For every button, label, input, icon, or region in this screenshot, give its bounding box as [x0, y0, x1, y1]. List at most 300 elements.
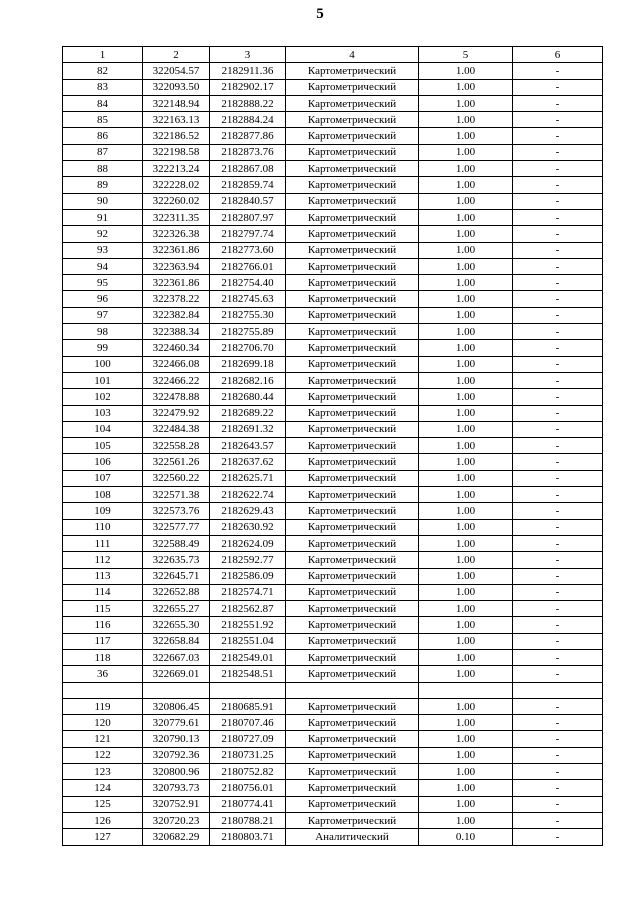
method-cell: Картометрический	[286, 421, 419, 437]
table-row	[63, 144, 603, 160]
x-coordinate-cell: 322148.94	[143, 95, 210, 111]
point-number-cell: 110	[63, 519, 143, 535]
note-cell: -	[513, 63, 603, 79]
method-cell: Картометрический	[286, 307, 419, 323]
note-cell: -	[513, 470, 603, 486]
method-cell: Картометрический	[286, 470, 419, 486]
note-cell: -	[513, 209, 603, 225]
method-cell: Картометрический	[286, 193, 419, 209]
point-number-cell: 103	[63, 405, 143, 421]
accuracy-cell: 1.00	[419, 698, 513, 714]
accuracy-cell: 1.00	[419, 487, 513, 503]
y-coordinate-cell: 2182699.18	[210, 356, 286, 372]
note-cell: -	[513, 275, 603, 291]
y-coordinate-cell: 2182586.09	[210, 568, 286, 584]
x-coordinate-cell: 322655.30	[143, 617, 210, 633]
point-number-cell	[63, 682, 143, 698]
note-cell: -	[513, 829, 603, 845]
method-cell: Картометрический	[286, 454, 419, 470]
x-coordinate-cell: 322311.35	[143, 209, 210, 225]
y-coordinate-cell: 2182859.74	[210, 177, 286, 193]
y-coordinate-cell: 2182643.57	[210, 438, 286, 454]
y-coordinate-cell: 2182689.22	[210, 405, 286, 421]
point-number-cell: 107	[63, 470, 143, 486]
table-row	[63, 405, 603, 421]
point-number-cell: 84	[63, 95, 143, 111]
y-coordinate-cell: 2180727.09	[210, 731, 286, 747]
point-number-cell: 83	[63, 79, 143, 95]
y-coordinate-cell: 2182754.40	[210, 275, 286, 291]
table-row	[63, 63, 603, 79]
accuracy-cell: 1.00	[419, 470, 513, 486]
point-number-cell: 121	[63, 731, 143, 747]
note-cell: -	[513, 324, 603, 340]
accuracy-cell: 1.00	[419, 812, 513, 828]
x-coordinate-cell: 320792.36	[143, 747, 210, 763]
y-coordinate-cell: 2182682.16	[210, 372, 286, 388]
note-cell: -	[513, 715, 603, 731]
table-row	[63, 389, 603, 405]
accuracy-cell: 1.00	[419, 552, 513, 568]
point-number-cell: 89	[63, 177, 143, 193]
y-coordinate-cell: 2182680.44	[210, 389, 286, 405]
table-row	[63, 764, 603, 780]
note-cell: -	[513, 649, 603, 665]
method-cell: Картометрический	[286, 633, 419, 649]
point-number-cell: 120	[63, 715, 143, 731]
x-coordinate-cell: 322558.28	[143, 438, 210, 454]
note-cell: -	[513, 291, 603, 307]
x-coordinate-cell: 322186.52	[143, 128, 210, 144]
note-cell: -	[513, 731, 603, 747]
accuracy-cell: 1.00	[419, 715, 513, 731]
y-coordinate-cell: 2182745.63	[210, 291, 286, 307]
point-number-cell: 99	[63, 340, 143, 356]
table-row	[63, 666, 603, 682]
y-coordinate-cell: 2182625.71	[210, 470, 286, 486]
accuracy-cell: 1.00	[419, 242, 513, 258]
table-row	[63, 487, 603, 503]
method-cell: Картометрический	[286, 372, 419, 388]
method-cell: Картометрический	[286, 552, 419, 568]
method-cell: Картометрический	[286, 79, 419, 95]
accuracy-cell: 1.00	[419, 666, 513, 682]
x-coordinate-cell: 322198.58	[143, 144, 210, 160]
x-coordinate-cell: 322645.71	[143, 568, 210, 584]
y-coordinate-cell: 2180774.41	[210, 796, 286, 812]
y-coordinate-cell: 2182807.97	[210, 209, 286, 225]
table-row	[63, 519, 603, 535]
x-coordinate-cell: 322658.84	[143, 633, 210, 649]
accuracy-cell: 1.00	[419, 421, 513, 437]
point-number-cell: 97	[63, 307, 143, 323]
accuracy-cell: 1.00	[419, 144, 513, 160]
x-coordinate-cell: 322460.34	[143, 340, 210, 356]
table-row	[63, 568, 603, 584]
table-row	[63, 649, 603, 665]
note-cell: -	[513, 193, 603, 209]
table-row	[63, 291, 603, 307]
x-coordinate-cell: 322655.27	[143, 601, 210, 617]
accuracy-cell: 1.00	[419, 193, 513, 209]
y-coordinate-cell: 2182691.32	[210, 421, 286, 437]
table-row	[63, 242, 603, 258]
accuracy-cell: 1.00	[419, 209, 513, 225]
table-row	[63, 470, 603, 486]
note-cell: -	[513, 95, 603, 111]
y-coordinate-cell: 2182773.60	[210, 242, 286, 258]
point-number-cell: 108	[63, 487, 143, 503]
column-header: 6	[513, 47, 603, 63]
method-cell: Картометрический	[286, 438, 419, 454]
method-cell: Картометрический	[286, 95, 419, 111]
column-header: 1	[63, 47, 143, 63]
note-cell: -	[513, 535, 603, 551]
point-number-cell: 92	[63, 226, 143, 242]
y-coordinate-cell: 2182840.57	[210, 193, 286, 209]
table-row	[63, 128, 603, 144]
y-coordinate-cell: 2182629.43	[210, 503, 286, 519]
y-coordinate-cell: 2180707.46	[210, 715, 286, 731]
method-cell: Картометрический	[286, 698, 419, 714]
x-coordinate-cell: 322260.02	[143, 193, 210, 209]
method-cell: Картометрический	[286, 535, 419, 551]
point-number-cell: 90	[63, 193, 143, 209]
method-cell: Картометрический	[286, 128, 419, 144]
note-cell: -	[513, 340, 603, 356]
note-cell: -	[513, 307, 603, 323]
accuracy-cell: 1.00	[419, 226, 513, 242]
note-cell: -	[513, 666, 603, 682]
accuracy-cell: 1.00	[419, 340, 513, 356]
point-number-cell: 94	[63, 258, 143, 274]
accuracy-cell: 1.00	[419, 324, 513, 340]
point-number-cell: 86	[63, 128, 143, 144]
y-coordinate-cell: 2182551.92	[210, 617, 286, 633]
table-row	[63, 780, 603, 796]
x-coordinate-cell: 322213.24	[143, 161, 210, 177]
note-cell: -	[513, 226, 603, 242]
method-cell: Картометрический	[286, 63, 419, 79]
y-coordinate-cell: 2182755.30	[210, 307, 286, 323]
note-cell: -	[513, 568, 603, 584]
method-cell: Картометрический	[286, 649, 419, 665]
column-header: 2	[143, 47, 210, 63]
table-row	[63, 340, 603, 356]
method-cell	[286, 682, 419, 698]
point-number-cell: 124	[63, 780, 143, 796]
column-header: 3	[210, 47, 286, 63]
x-coordinate-cell: 322326.38	[143, 226, 210, 242]
y-coordinate-cell: 2182888.22	[210, 95, 286, 111]
note-cell: -	[513, 161, 603, 177]
x-coordinate-cell: 322571.38	[143, 487, 210, 503]
table-row	[63, 258, 603, 274]
accuracy-cell: 1.00	[419, 128, 513, 144]
point-number-cell: 85	[63, 112, 143, 128]
accuracy-cell: 1.00	[419, 796, 513, 812]
y-coordinate-cell: 2182574.71	[210, 584, 286, 600]
x-coordinate-cell: 322466.08	[143, 356, 210, 372]
table-row	[63, 552, 603, 568]
point-number-cell: 100	[63, 356, 143, 372]
y-coordinate-cell: 2182622.74	[210, 487, 286, 503]
accuracy-cell: 1.00	[419, 258, 513, 274]
x-coordinate-cell: 322382.84	[143, 307, 210, 323]
accuracy-cell: 1.00	[419, 372, 513, 388]
note-cell: -	[513, 372, 603, 388]
note-cell: -	[513, 617, 603, 633]
note-cell: -	[513, 454, 603, 470]
x-coordinate-cell: 320793.73	[143, 780, 210, 796]
y-coordinate-cell: 2182551.04	[210, 633, 286, 649]
y-coordinate-cell: 2182706.70	[210, 340, 286, 356]
note-cell: -	[513, 812, 603, 828]
accuracy-cell: 1.00	[419, 601, 513, 617]
x-coordinate-cell: 322054.57	[143, 63, 210, 79]
point-number-cell: 106	[63, 454, 143, 470]
method-cell: Картометрический	[286, 503, 419, 519]
note-cell: -	[513, 405, 603, 421]
note-cell: -	[513, 356, 603, 372]
y-coordinate-cell: 2180731.25	[210, 747, 286, 763]
accuracy-cell: 1.00	[419, 356, 513, 372]
table-body	[63, 63, 603, 845]
method-cell: Картометрический	[286, 112, 419, 128]
method-cell: Картометрический	[286, 209, 419, 225]
accuracy-cell: 1.00	[419, 535, 513, 551]
accuracy-cell: 1.00	[419, 79, 513, 95]
page-number: 5	[316, 6, 324, 22]
accuracy-cell: 1.00	[419, 454, 513, 470]
y-coordinate-cell: 2182562.87	[210, 601, 286, 617]
accuracy-cell: 1.00	[419, 112, 513, 128]
x-coordinate-cell: 320800.96	[143, 764, 210, 780]
point-number-cell: 95	[63, 275, 143, 291]
point-number-cell: 125	[63, 796, 143, 812]
table-row	[63, 193, 603, 209]
method-cell: Картометрический	[286, 177, 419, 193]
x-coordinate-cell: 322388.34	[143, 324, 210, 340]
y-coordinate-cell: 2182624.09	[210, 535, 286, 551]
x-coordinate-cell: 322466.22	[143, 372, 210, 388]
accuracy-cell: 1.00	[419, 161, 513, 177]
y-coordinate-cell: 2182902.17	[210, 79, 286, 95]
point-number-cell: 98	[63, 324, 143, 340]
note-cell: -	[513, 258, 603, 274]
accuracy-cell: 1.00	[419, 63, 513, 79]
method-cell: Картометрический	[286, 666, 419, 682]
x-coordinate-cell: 322484.38	[143, 421, 210, 437]
x-coordinate-cell: 320752.91	[143, 796, 210, 812]
note-cell: -	[513, 503, 603, 519]
method-cell: Картометрический	[286, 764, 419, 780]
note-cell: -	[513, 633, 603, 649]
method-cell: Картометрический	[286, 601, 419, 617]
table-row	[63, 829, 603, 845]
accuracy-cell: 1.00	[419, 95, 513, 111]
point-number-cell: 36	[63, 666, 143, 682]
method-cell: Картометрический	[286, 796, 419, 812]
accuracy-cell: 1.00	[419, 275, 513, 291]
table-row	[63, 747, 603, 763]
x-coordinate-cell	[143, 682, 210, 698]
table-row	[63, 95, 603, 111]
y-coordinate-cell: 2180685.91	[210, 698, 286, 714]
note-cell	[513, 682, 603, 698]
method-cell: Картометрический	[286, 747, 419, 763]
accuracy-cell: 1.00	[419, 584, 513, 600]
table-row	[63, 161, 603, 177]
method-cell: Картометрический	[286, 731, 419, 747]
x-coordinate-cell: 320682.29	[143, 829, 210, 845]
y-coordinate-cell: 2180788.21	[210, 812, 286, 828]
method-cell: Картометрический	[286, 568, 419, 584]
method-cell: Картометрический	[286, 519, 419, 535]
accuracy-cell: 1.00	[419, 764, 513, 780]
x-coordinate-cell: 320779.61	[143, 715, 210, 731]
x-coordinate-cell: 322652.88	[143, 584, 210, 600]
y-coordinate-cell: 2182867.08	[210, 161, 286, 177]
table-row	[63, 372, 603, 388]
method-cell: Картометрический	[286, 812, 419, 828]
table-row	[63, 731, 603, 747]
note-cell: -	[513, 389, 603, 405]
note-cell: -	[513, 552, 603, 568]
x-coordinate-cell: 322561.26	[143, 454, 210, 470]
accuracy-cell: 1.00	[419, 389, 513, 405]
x-coordinate-cell: 322588.49	[143, 535, 210, 551]
x-coordinate-cell: 322560.22	[143, 470, 210, 486]
y-coordinate-cell: 2182797.74	[210, 226, 286, 242]
point-number-cell: 118	[63, 649, 143, 665]
x-coordinate-cell: 322669.01	[143, 666, 210, 682]
method-cell: Картометрический	[286, 405, 419, 421]
method-cell: Картометрический	[286, 258, 419, 274]
note-cell: -	[513, 144, 603, 160]
method-cell: Картометрический	[286, 389, 419, 405]
table-row	[63, 356, 603, 372]
y-coordinate-cell: 2180803.71	[210, 829, 286, 845]
table-row	[63, 275, 603, 291]
accuracy-cell: 1.00	[419, 617, 513, 633]
y-coordinate-cell: 2182630.92	[210, 519, 286, 535]
method-cell: Картометрический	[286, 715, 419, 731]
accuracy-cell: 1.00	[419, 633, 513, 649]
table-row	[63, 682, 603, 698]
point-number-cell: 117	[63, 633, 143, 649]
method-cell: Картометрический	[286, 161, 419, 177]
y-coordinate-cell: 2182592.77	[210, 552, 286, 568]
y-coordinate-cell: 2182548.51	[210, 666, 286, 682]
y-coordinate-cell: 2182637.62	[210, 454, 286, 470]
method-cell: Картометрический	[286, 356, 419, 372]
point-number-cell: 122	[63, 747, 143, 763]
accuracy-cell: 1.00	[419, 291, 513, 307]
table-header-row	[63, 47, 603, 63]
method-cell: Картометрический	[286, 144, 419, 160]
x-coordinate-cell: 320790.13	[143, 731, 210, 747]
method-cell: Картометрический	[286, 226, 419, 242]
point-number-cell: 127	[63, 829, 143, 845]
y-coordinate-cell: 2182549.01	[210, 649, 286, 665]
point-number-cell: 82	[63, 63, 143, 79]
x-coordinate-cell: 322363.94	[143, 258, 210, 274]
note-cell: -	[513, 242, 603, 258]
table-row	[63, 421, 603, 437]
x-coordinate-cell: 320806.45	[143, 698, 210, 714]
accuracy-cell: 1.00	[419, 177, 513, 193]
x-coordinate-cell: 322361.86	[143, 275, 210, 291]
x-coordinate-cell: 322228.02	[143, 177, 210, 193]
x-coordinate-cell: 322361.86	[143, 242, 210, 258]
y-coordinate-cell	[210, 682, 286, 698]
table-row	[63, 617, 603, 633]
point-number-cell: 101	[63, 372, 143, 388]
table-row	[63, 698, 603, 714]
accuracy-cell: 1.00	[419, 731, 513, 747]
x-coordinate-cell: 322667.03	[143, 649, 210, 665]
table-row	[63, 324, 603, 340]
table-row	[63, 633, 603, 649]
table-row	[63, 812, 603, 828]
accuracy-cell: 1.00	[419, 519, 513, 535]
point-number-cell: 96	[63, 291, 143, 307]
method-cell: Картометрический	[286, 584, 419, 600]
x-coordinate-cell: 322163.13	[143, 112, 210, 128]
point-number-cell: 113	[63, 568, 143, 584]
y-coordinate-cell: 2180752.82	[210, 764, 286, 780]
y-coordinate-cell: 2182873.76	[210, 144, 286, 160]
point-number-cell: 111	[63, 535, 143, 551]
table-row	[63, 503, 603, 519]
accuracy-cell: 0.10	[419, 829, 513, 845]
point-number-cell: 119	[63, 698, 143, 714]
note-cell: -	[513, 747, 603, 763]
method-cell: Картометрический	[286, 340, 419, 356]
note-cell: -	[513, 487, 603, 503]
note-cell: -	[513, 519, 603, 535]
point-number-cell: 116	[63, 617, 143, 633]
method-cell: Аналитический	[286, 829, 419, 845]
table-row	[63, 584, 603, 600]
point-number-cell: 102	[63, 389, 143, 405]
accuracy-cell: 1.00	[419, 405, 513, 421]
note-cell: -	[513, 177, 603, 193]
note-cell: -	[513, 79, 603, 95]
x-coordinate-cell: 322635.73	[143, 552, 210, 568]
point-number-cell: 88	[63, 161, 143, 177]
method-cell: Картометрический	[286, 617, 419, 633]
y-coordinate-cell: 2182877.86	[210, 128, 286, 144]
y-coordinate-cell: 2180756.01	[210, 780, 286, 796]
table-row	[63, 112, 603, 128]
table-row	[63, 79, 603, 95]
accuracy-cell: 1.00	[419, 438, 513, 454]
x-coordinate-cell: 322479.92	[143, 405, 210, 421]
x-coordinate-cell: 320720.23	[143, 812, 210, 828]
note-cell: -	[513, 112, 603, 128]
note-cell: -	[513, 796, 603, 812]
point-number-cell: 105	[63, 438, 143, 454]
point-number-cell: 126	[63, 812, 143, 828]
method-cell: Картометрический	[286, 242, 419, 258]
accuracy-cell	[419, 682, 513, 698]
note-cell: -	[513, 780, 603, 796]
table-row	[63, 601, 603, 617]
accuracy-cell: 1.00	[419, 780, 513, 796]
table-row	[63, 715, 603, 731]
